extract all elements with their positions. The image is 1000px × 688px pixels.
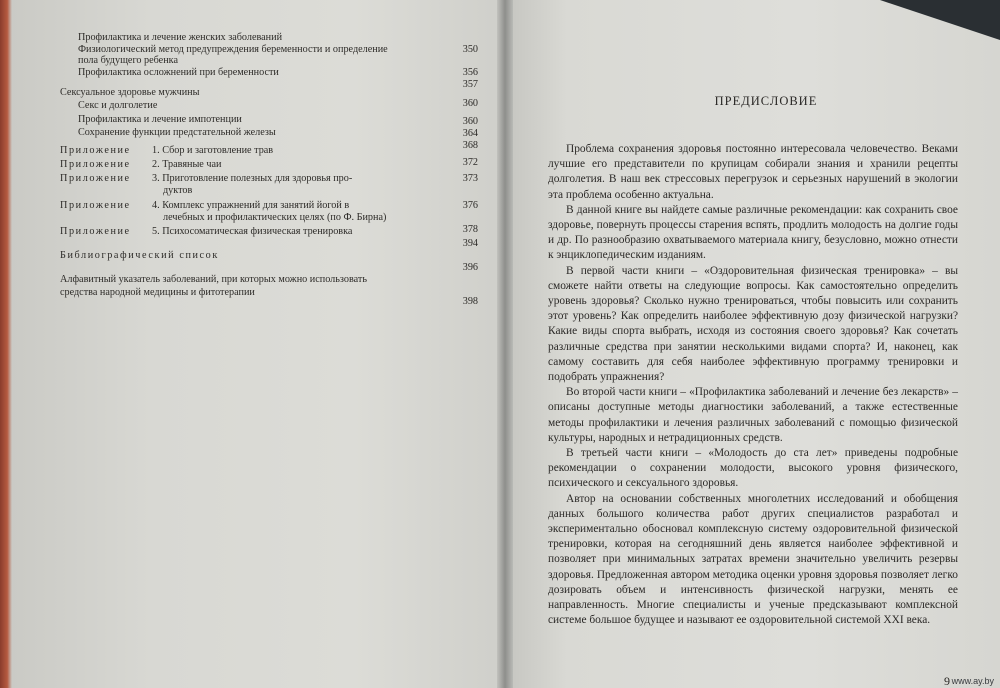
toc-page-number: 398 xyxy=(462,296,478,307)
toc-appendix-label: Приложение xyxy=(60,200,131,211)
preface-paragraph: В третьей части книги – «Молодость до ста лет» приведены подробные рекомендации о сохранении молодости, высокого уровня физического, психического и сексуального здоровья. xyxy=(548,447,958,490)
preface-paragraph: Во второй части книги – «Профилактика заболеваний и лечение без лекарств» – описаны доступные методы диагностики заболеваний, а также естественные методы профилактики и лечения различных заболеваний с помощью физической культуры, народных и нетрадиционных средств. xyxy=(548,386,958,444)
toc-appendix-label: Приложение xyxy=(60,226,131,237)
preface-title: ПРЕДИСЛОВИЕ xyxy=(714,94,818,108)
toc-entry: Алфавитный указатель заболеваний, при которых можно использовать xyxy=(60,274,368,285)
toc-page-number: 364 xyxy=(462,128,478,139)
preface-body xyxy=(548,142,958,629)
toc-page-number: 396 xyxy=(462,262,478,273)
toc-page-number: 350 xyxy=(462,44,478,55)
toc-entry: Профилактика и лечение женских заболеваний xyxy=(78,32,283,43)
toc-page-number: 372 xyxy=(462,157,478,168)
toc-entry: Профилактика осложнений при беременности xyxy=(78,67,279,78)
toc-entry: лечебных и профилактических целях (по Ф. Бирна) xyxy=(163,212,387,223)
toc-entry: Секс и долголетие xyxy=(78,100,158,111)
preface-paragraph: В данной книге вы найдете самые различные рекомендации: как сохранить свое здоровье, повернуть процессы старения вспять, продлить молодость на долгие годы и др. По разнообразию охватываемого материала книгу, безусловно, можно отнести к энциклопедическим изданиям. xyxy=(548,203,958,262)
toc-entry: Физиологический метод предупреждения беременности и определение xyxy=(78,44,388,55)
toc-section-title: Библиографический список xyxy=(60,250,219,261)
watermark: www.ay.by xyxy=(951,676,994,686)
toc-page-number: 360 xyxy=(462,98,478,109)
toc-section-title: Сексуальное здоровье мужчины xyxy=(60,87,200,98)
right-page xyxy=(508,0,1000,688)
toc-entry: дуктов xyxy=(163,185,193,196)
toc-entry: 3. Приготовление полезных для здоровья про- xyxy=(152,173,353,184)
page-number: 9 xyxy=(944,674,950,688)
toc-entry: 2. Травяные чаи xyxy=(152,159,222,170)
toc-appendix-label: Приложение xyxy=(60,173,131,184)
toc-appendix-label: Приложение xyxy=(60,159,131,170)
toc-page-number: 378 xyxy=(462,224,478,235)
toc-entry: средства народной медицины и фитотерапии xyxy=(60,287,255,298)
toc-page-number: 376 xyxy=(462,200,478,211)
preface-paragraph: Автор на основании собственных многолетних исследований и обобщения данных большого количества работ других специалистов разработал и экспериментально обосновал комплексную систему оздоровительной физической тренировки, которая на сегодняшний день является наиболее эффективной и позволяет при минимальных затратах времени значительно увеличить резервы здоровья. Предложенная автором методика оценки уровня здоровья позволяет легко дозировать объем и интенсивность физической нагрузки, менять ее направленность. Многие специалисты и ученые предсказывают комплексной системе большое будущее и называют ее оздоровительной системой XXI века. xyxy=(548,492,958,627)
toc-page-number: 394 xyxy=(462,238,478,249)
book-spine xyxy=(497,0,513,688)
toc-page-number: 360 xyxy=(462,116,478,127)
preface-paragraph: В первой части книги – «Оздоровительная физическая тренировка» – вы сможете найти ответы на следующие вопросы. Как самостоятельно определить уровень здоровья? Сколько нужно тренироваться, чтобы повысить или сохранить этот уровень? Как определить наиболее эффективную дозу физической нагрузки? Какие виды спорта выбрать, исходя из состояния своего здоровья? Как сочетать различные средства при занятии несколькими видами спорта? И, наконец, как самому составить для себя наиболее эффективную программу тренировки и подобрать упражнения? xyxy=(548,264,958,384)
toc-page-number: 356 xyxy=(462,67,478,78)
toc-entry: Профилактика и лечение импотенции xyxy=(78,114,242,125)
preface-paragraph: Проблема сохранения здоровья постоянно интересовала человечество. Веками лучшие его представители по крупицам собирали знания и хранили рецепты долголетия. В наш век стрессовых перегрузок и серьезных нарушений в экологии эта проблема особенно актуальна. xyxy=(548,143,958,201)
toc-page-number: 357 xyxy=(462,79,478,90)
toc-page-number: 373 xyxy=(462,173,478,184)
toc-page-number: 368 xyxy=(462,140,478,151)
toc-entry: пола будущего ребенка xyxy=(78,55,178,66)
background-corner xyxy=(880,0,1000,40)
toc-entry: 5. Психосоматическая физическая тренировка xyxy=(152,226,353,237)
toc-entry: 1. Сбор и заготовление трав xyxy=(152,145,274,156)
toc-entry: Сохранение функции предстательной железы xyxy=(78,127,276,138)
toc-entry: 4. Комплекс упражнений для занятий йогой в xyxy=(152,200,350,211)
toc-appendix-label: Приложение xyxy=(60,145,131,156)
